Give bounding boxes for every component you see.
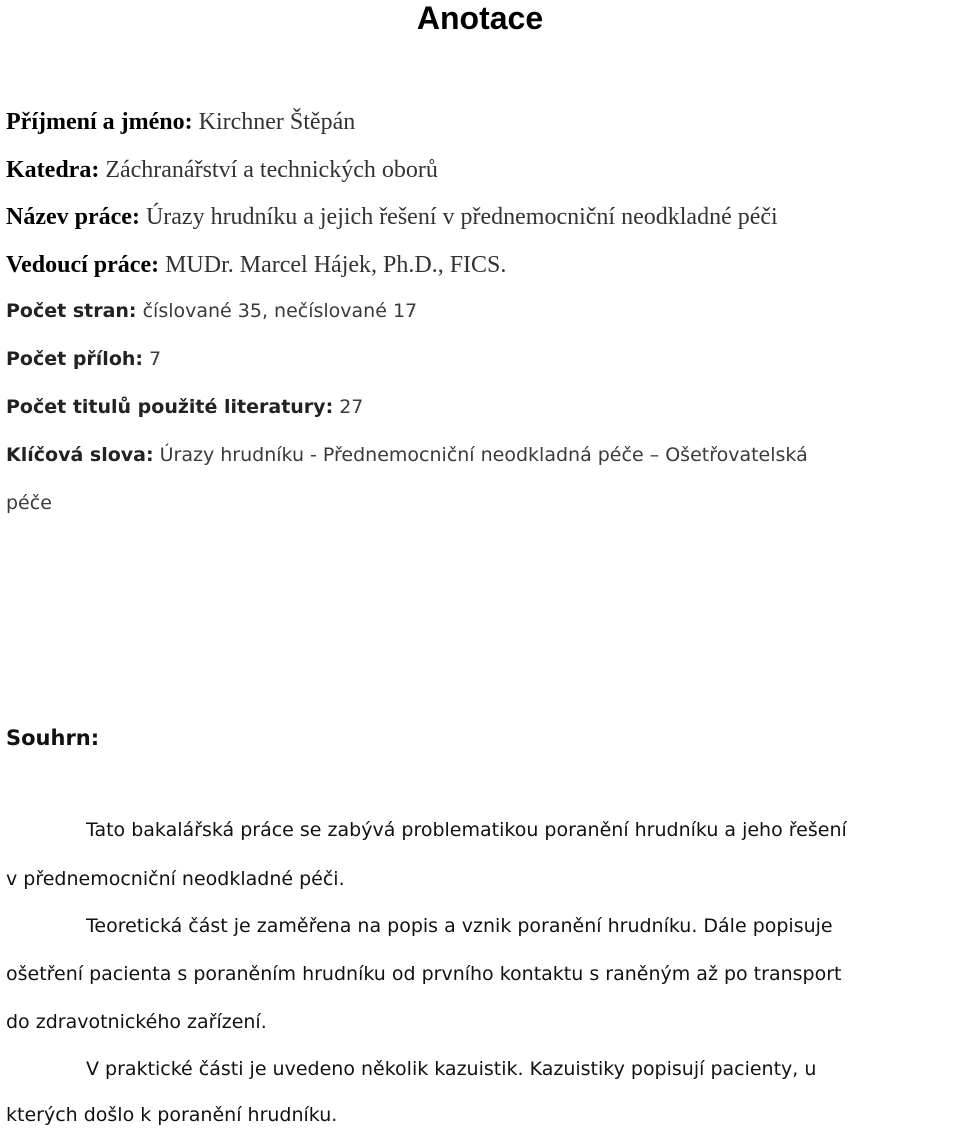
summary-line: V praktické části je uvedeno několik kazuistik. Kazuistiky popisují pacienty, u	[86, 1058, 817, 1080]
reference-count-label: Počet titulů použité literatury:	[6, 396, 334, 418]
supervisor-label: Vedoucí práce:	[6, 252, 160, 278]
supervisor-value: MUDr. Marcel Hájek, Ph.D., FICS.	[165, 252, 507, 278]
summary-line: do zdravotnického zařízení.	[6, 1011, 267, 1033]
summary-line: Tato bakalářská práce se zabývá problematikou poranění hrudníku a jeho řešení	[86, 819, 847, 841]
summary-heading: Souhrn:	[6, 726, 100, 750]
keywords-value: Úrazy hrudníku - Přednemocniční neodkladná péče – Ošetřovatelská	[159, 444, 808, 466]
appendix-count-row	[6, 346, 161, 372]
department-row	[6, 155, 438, 185]
thesis-title-label: Název práce:	[6, 204, 140, 230]
author-label: Příjmení a jméno:	[6, 109, 193, 135]
author-value: Kirchner Štěpán	[198, 109, 356, 135]
summary-line: Teoretická část je zaměřena na popis a vznik poranění hrudníku. Dále popisuje	[86, 915, 833, 937]
appendix-count-label: Počet příloh:	[6, 348, 143, 370]
keywords-value-continued: péče	[6, 492, 52, 514]
summary-line: ošetření pacienta s poraněním hrudníku od prvního kontaktu s raněným až po transport	[6, 963, 842, 985]
department-label: Katedra:	[6, 157, 100, 183]
summary-line: kterých došlo k poranění hrudníku.	[6, 1104, 338, 1126]
reference-count-value: 27	[339, 396, 364, 418]
supervisor-row	[6, 250, 506, 280]
summary-line: v přednemocniční neodkladné péči.	[6, 868, 345, 890]
page-count-value: číslované 35, nečíslované 17	[142, 300, 418, 322]
page-count-row	[6, 298, 417, 324]
keywords-label: Klíčová slova:	[6, 444, 154, 466]
page-title: Anotace	[416, 0, 544, 36]
page-count-label: Počet stran:	[6, 300, 137, 322]
department-value: Záchranářství a technických oborů	[105, 157, 438, 183]
thesis-title-value: Úrazy hrudníku a jejich řešení v přednemocniční neodkladné péči	[145, 204, 778, 230]
author-row	[6, 107, 355, 137]
keywords-continuation	[6, 490, 52, 516]
appendix-count-value: 7	[149, 348, 162, 370]
thesis-title-row	[6, 202, 778, 232]
keywords-row	[6, 442, 808, 468]
reference-count-row	[6, 394, 363, 420]
